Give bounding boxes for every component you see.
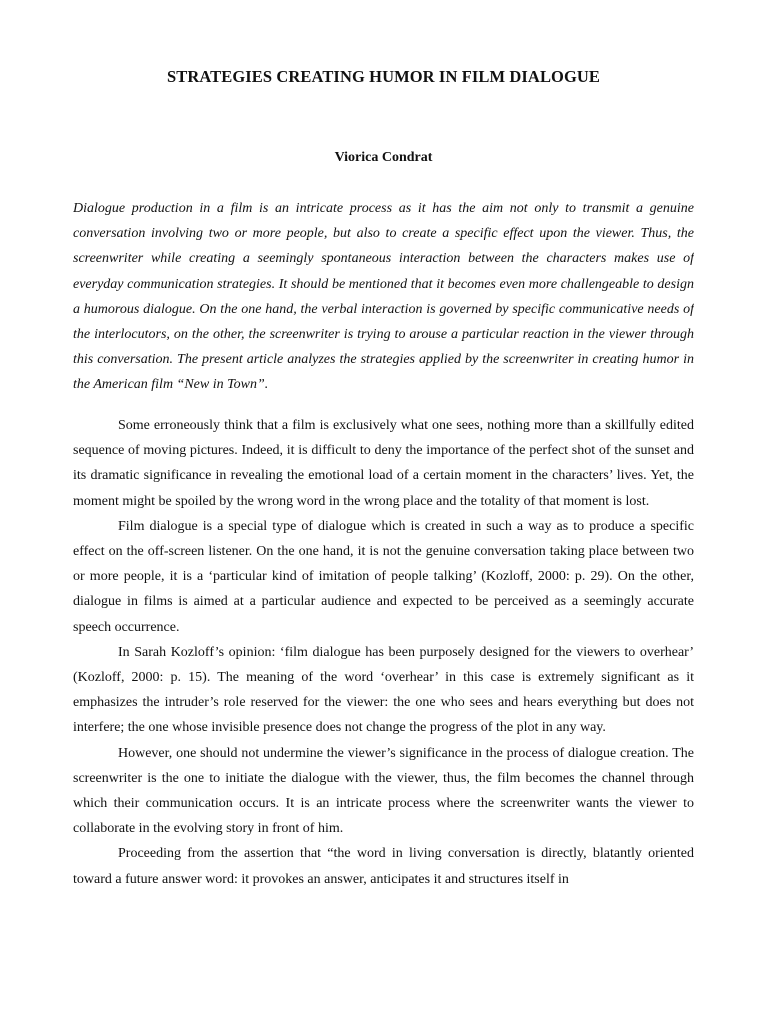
document-page bbox=[73, 0, 694, 1024]
author-name: Viorica Condrat bbox=[334, 150, 433, 165]
body-paragraph: Film dialogue is a special type of dialogue which is created in such a way as to produce a specific effect on the off-screen listener. On the one hand, it is not the genuine conversation taking place between two or more people, it is a ‘particular kind of imitation of people talking’ (Kozloff, 2000: p. 29). On the other, dialogue in films is aimed at a particular audience and expected to be perceived as a seemingly accurate speech occurrence. bbox=[73, 518, 694, 635]
abstract: Dialogue production in a film is an intricate process as it has the aim not only to transmit a genuine conversation involving two or more people, but also to create a specific effect upon the viewer. Thus, the screenwriter while creating a seemingly spontaneous interaction between the characters makes use of everyday communication strategies. It should be mentioned that it becomes even more challengeable to design a humorous dialogue. On the one hand, the verbal interaction is governed by specific communicative needs of the interlocutors, on the other, the screenwriter is trying to arouse a particular reaction in the viewer through this conversation. The present article analyzes the strategies applied by the screenwriter in creating humor in the American film “New in Town”. bbox=[73, 201, 694, 393]
body-paragraph: Proceeding from the assertion that “the word in living conversation is directly, blatantly oriented toward a future answer word: it provokes an answer, anticipates it and structures itself in bbox=[73, 846, 694, 887]
body-paragraph: In Sarah Kozloff’s opinion: ‘film dialogue has been purposely designed for the viewers to overhear’ (Kozloff, 2000: p. 15). The meaning of the word ‘overhear’ in this case is extremely significant as it emphasizes the intruder’s role reserved for the viewer: the one who sees and hears everything but does not interfere; the one whose invisible presence does not change the progress of the plot in any way. bbox=[73, 644, 694, 736]
body-paragraph: However, one should not undermine the viewer’s significance in the process of dialogue creation. The screenwriter is the one to initiate the dialogue with the viewer, thus, the film becomes the channel through which their communication occurs. It is an intricate process where the screenwriter wants the viewer to collaborate in the evolving story in front of him. bbox=[73, 745, 694, 837]
body-paragraph: Some erroneously think that a film is exclusively what one sees, nothing more than a skillfully edited sequence of moving pictures. Indeed, it is difficult to deny the importance of the perfect shot of the sunset and its dramatic significance in revealing the emotional load of a certain moment in the characters’ lives. Yet, the moment might be spoiled by the wrong word in the wrong place and the totality of that moment is lost. bbox=[73, 418, 694, 509]
paper-title: STRATEGIES CREATING HUMOR IN FILM DIALOGUE bbox=[166, 67, 601, 86]
body-text bbox=[73, 413, 694, 892]
